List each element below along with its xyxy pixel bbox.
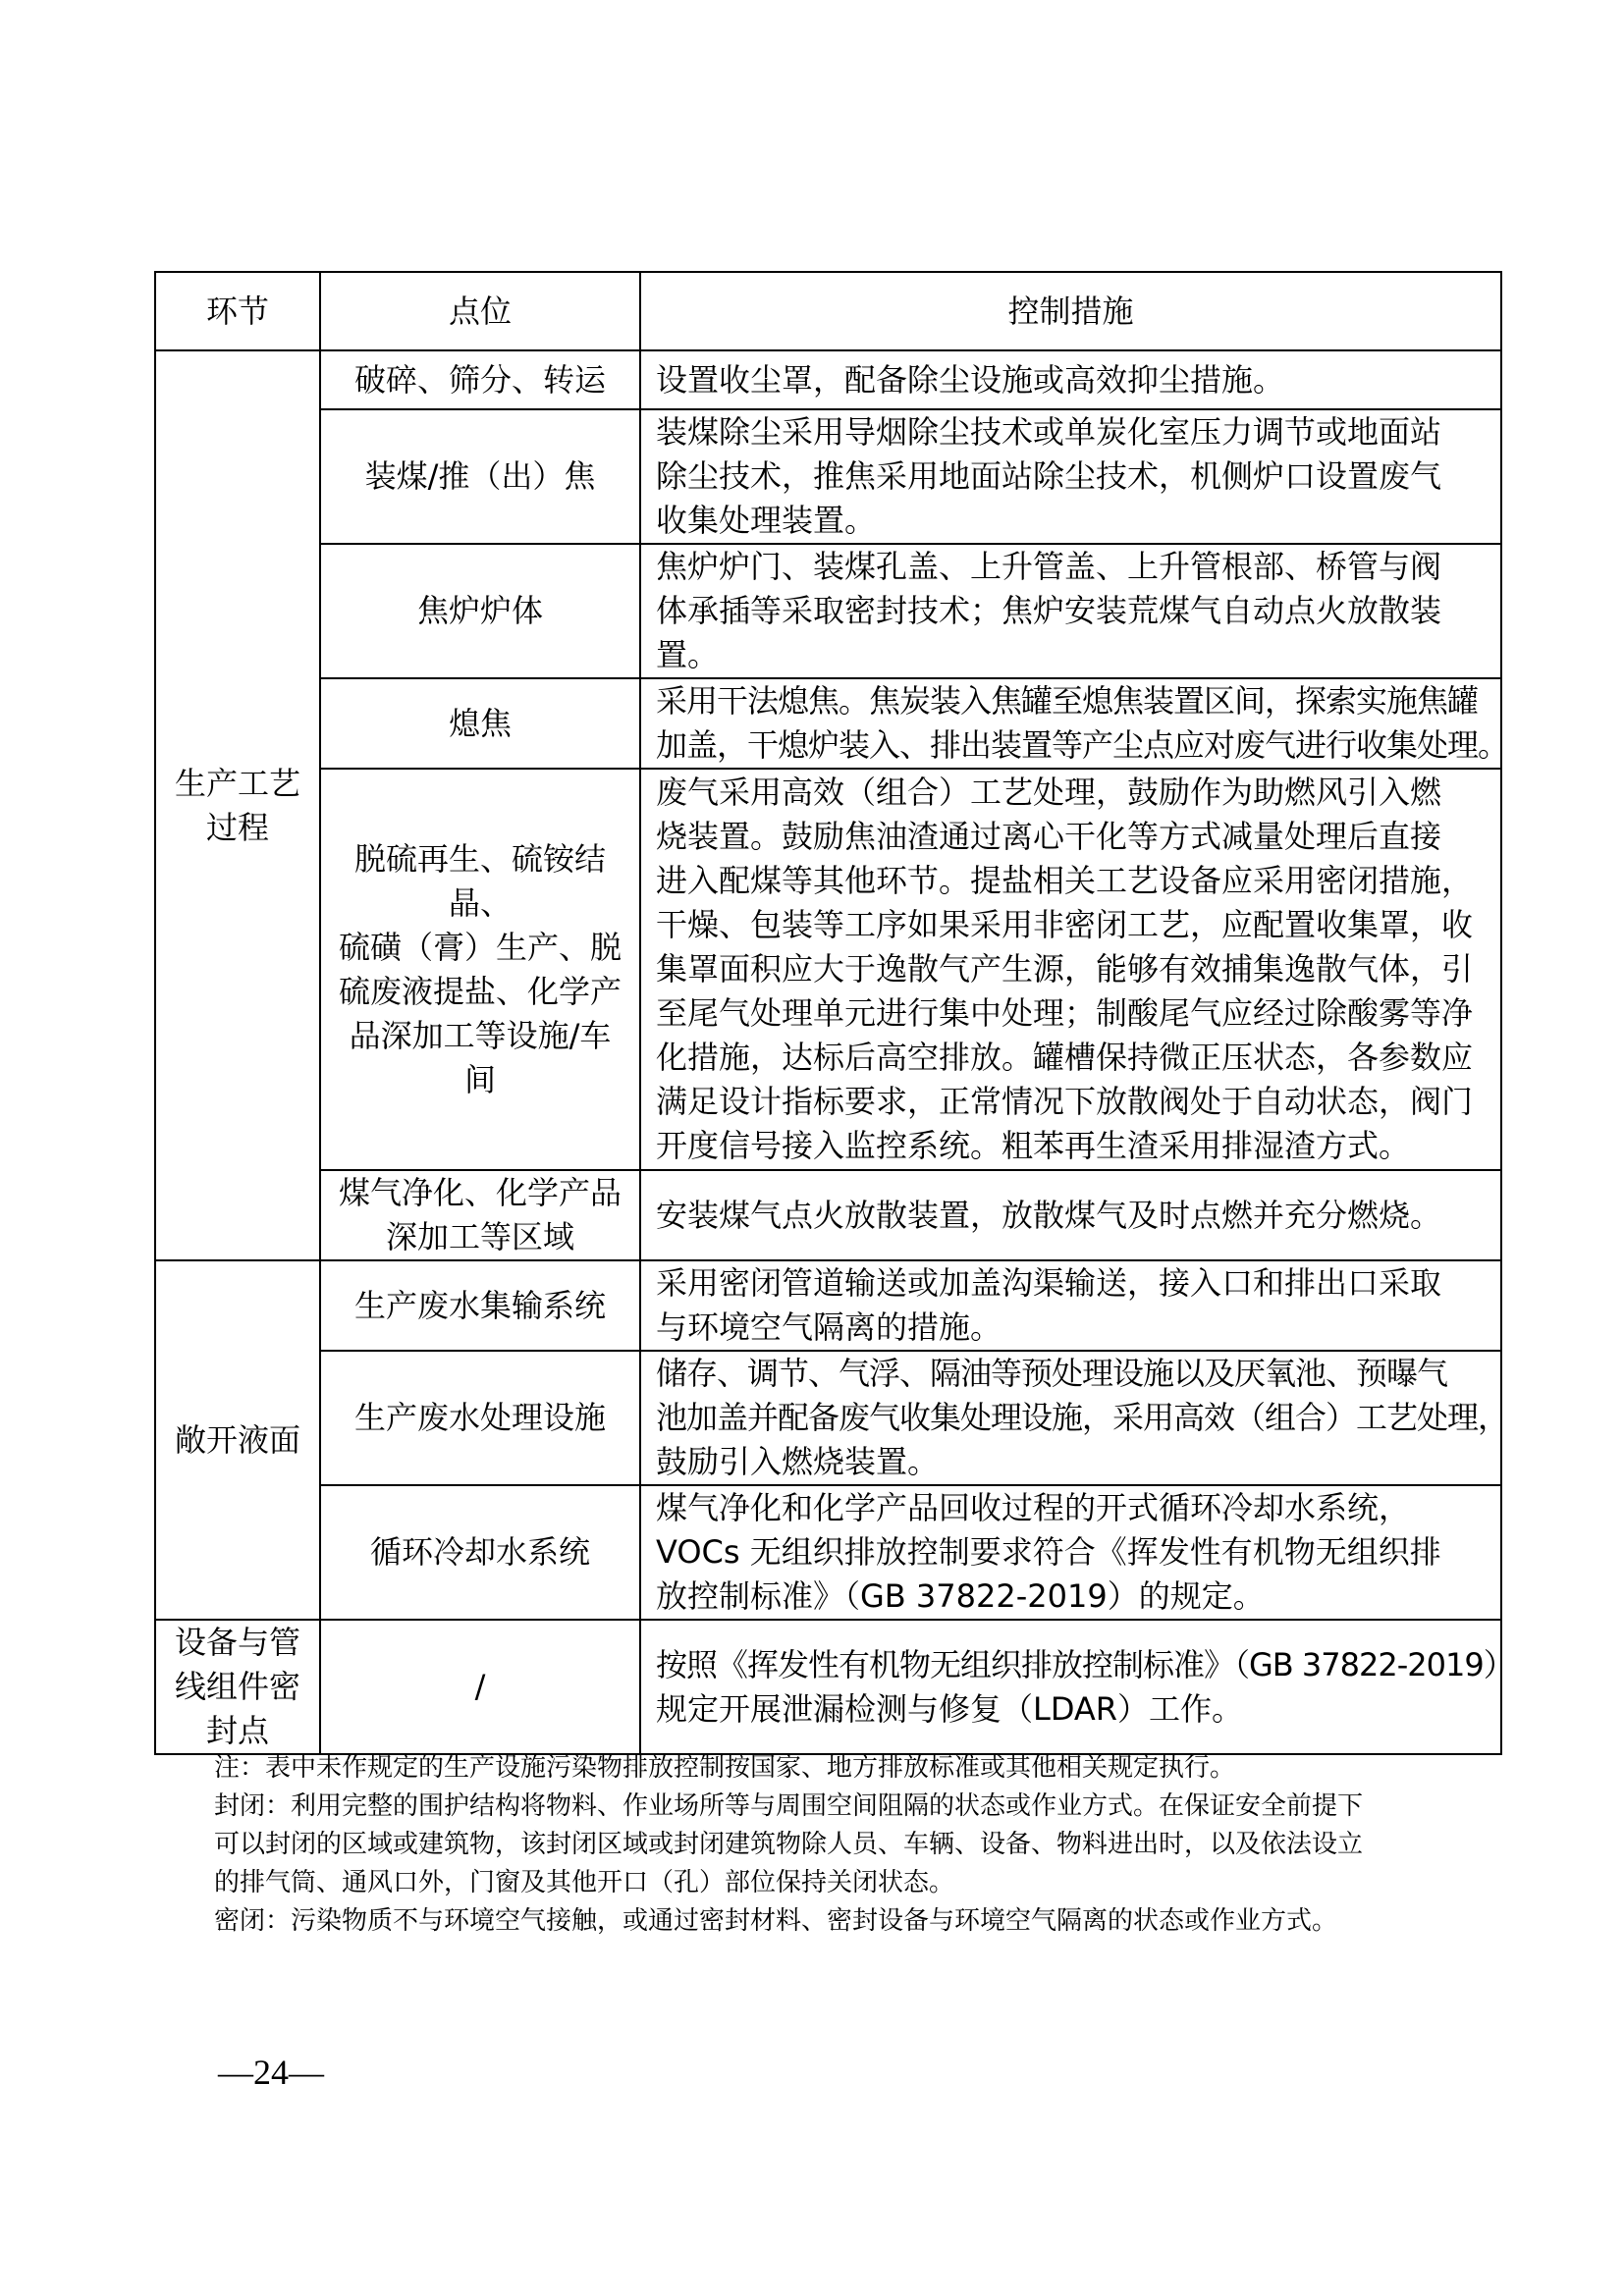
point-line: 品深加工等设施/车 xyxy=(349,1016,612,1054)
table-row xyxy=(155,1260,1501,1351)
measure-cell xyxy=(640,769,1501,1170)
measure-line: 放控制标准》（GB 37822-2019）的规定。 xyxy=(656,1577,1265,1615)
header-measure: 控制措施 xyxy=(640,272,1501,350)
point-line: 间 xyxy=(463,1060,496,1098)
note-line: 注：表中未作规定的生产设施污染物排放控制按国家、地方排放标准或其他相关规定执行。 xyxy=(214,1753,1236,1783)
stage-line: 设备与管 xyxy=(174,1624,300,1661)
point-cell xyxy=(320,409,640,544)
measure-line: 装煤除尘采用导烟除尘技术或单炭化室压力调节或地面站 xyxy=(656,413,1442,451)
point-line: 熄焦 xyxy=(448,704,512,742)
point-line: 循环冷却水系统 xyxy=(369,1533,590,1571)
measure-cell xyxy=(640,409,1501,544)
point-cell xyxy=(320,350,640,409)
header-stage: 环节 xyxy=(155,272,320,350)
measure-line: 体承插等采取密封技术；焦炉安装荒煤气自动点火放散装 xyxy=(656,592,1442,629)
measure-cell xyxy=(640,678,1509,769)
measure-line: 化措施，达标后高空排放。罐槽保持微正压状态，各参数应 xyxy=(656,1039,1474,1076)
point-cell xyxy=(320,1260,640,1351)
measure-line: 安装煤气点火放散装置，放散煤气及时点燃并充分燃烧。 xyxy=(656,1196,1442,1234)
point-line: 焦炉炉体 xyxy=(416,592,543,629)
point-cell xyxy=(320,544,640,678)
stage-cell xyxy=(155,1260,320,1620)
measure-line: 储存、调节、气浮、隔油等预处理设施以及厌氧池、预曝气 xyxy=(656,1355,1448,1392)
point-line: 煤气净化、化学产品 xyxy=(338,1174,622,1211)
table-row xyxy=(155,1170,1501,1260)
measure-cell xyxy=(640,544,1501,678)
stage-cell xyxy=(155,1620,320,1754)
stage-line: 生产工艺 xyxy=(174,764,300,802)
note-line: 封闭：利用完整的围护结构将物料、作业场所等与周围空间阻隔的状态或作业方式。在保证安全前提下 xyxy=(214,1791,1364,1821)
control-measures-table xyxy=(154,271,1514,1755)
point-line: 硫废液提盐、化学产 xyxy=(338,972,622,1010)
measure-line: 焦炉炉门、装煤孔盖、上升管盖、上升管根部、桥管与阀 xyxy=(656,548,1442,585)
point-line: 脱硫再生、硫铵结晶、 xyxy=(353,839,606,922)
stage-line: 过程 xyxy=(205,808,269,846)
measure-line: VOCs 无组织排放控制要求符合《挥发性有机物无组织排 xyxy=(656,1533,1441,1571)
measure-line: 烧装置。鼓励焦油渣通过离心干化等方式减量处理后直接 xyxy=(656,818,1442,855)
measure-line: 集罩面积应大于逸散气产生源，能够有效捕集逸散气体，引 xyxy=(656,950,1474,988)
measure-line: 废气采用高效（组合）工艺处理，鼓励作为助燃风引入燃 xyxy=(656,774,1442,811)
point-line: 生产废水集输系统 xyxy=(353,1286,606,1324)
point-cell xyxy=(320,769,640,1170)
measure-line: 开度信号接入监控系统。粗苯再生渣采用排湿渣方式。 xyxy=(656,1127,1411,1164)
measure-line: 收集处理装置。 xyxy=(656,502,877,539)
point-cell xyxy=(320,1170,640,1260)
table-row xyxy=(155,1485,1501,1620)
measure-line: 设置收尘罩，配备除尘设施或高效抑尘措施。 xyxy=(656,360,1285,399)
table-row xyxy=(155,678,1501,769)
stage-line: 敞开液面 xyxy=(174,1420,300,1459)
table-row xyxy=(155,409,1501,544)
point-cell xyxy=(320,678,640,769)
stage-line: 封点 xyxy=(205,1712,269,1749)
measure-line: 与环境空气隔离的措施。 xyxy=(656,1308,1002,1346)
measure-cell xyxy=(640,1170,1501,1260)
measure-cell xyxy=(640,1620,1514,1754)
point-line: 生产废水处理设施 xyxy=(353,1399,606,1436)
measure-line: 进入配煤等其他环节。提盐相关工艺设备应采用密闭措施， xyxy=(656,862,1474,899)
measure-line: 按照《挥发性有机物无组织排放控制标准》（GB 37822-2019） xyxy=(656,1645,1514,1683)
measure-line: 鼓励引入燃烧装置。 xyxy=(656,1443,940,1480)
measure-line: 采用干法熄焦。焦炭装入焦罐至熄焦装置区间，探索实施焦罐 xyxy=(656,682,1479,720)
point-line: / xyxy=(474,1668,486,1705)
measure-cell xyxy=(640,350,1501,409)
table-row xyxy=(155,769,1501,1170)
point-cell xyxy=(320,1620,640,1754)
measure-line: 规定开展泄漏检测与修复（LDAR）工作。 xyxy=(656,1689,1244,1728)
measure-cell xyxy=(640,1260,1501,1351)
note-line: 的排气筒、通风口外，门窗及其他开口（孔）部位保持关闭状态。 xyxy=(214,1868,955,1897)
point-line: 破碎、筛分、转运 xyxy=(353,360,606,399)
point-line: 硫磺（膏）生产、脱 xyxy=(338,928,622,966)
measure-line: 煤气净化和化学产品回收过程的开式循环冷却水系统， xyxy=(656,1489,1411,1526)
measure-line: 至尾气处理单元进行集中处理；制酸尾气应经过除酸雾等净 xyxy=(656,994,1474,1032)
table-row xyxy=(155,350,1501,409)
measure-line: 满足设计指标要求，正常情况下放散阀处于自动状态，阀门 xyxy=(656,1083,1474,1120)
page-number: —24— xyxy=(218,2053,324,2092)
table-header-row xyxy=(155,272,1501,350)
note-line: 可以封闭的区域或建筑物，该封闭区域或封闭建筑物除人员、车辆、设备、物料进出时，以及依法设立 xyxy=(214,1830,1364,1859)
measure-line: 置。 xyxy=(656,636,720,673)
point-line: 装煤/推（出）焦 xyxy=(364,457,596,495)
point-line: 深加工等区域 xyxy=(385,1218,574,1255)
point-cell xyxy=(320,1485,640,1620)
table-row xyxy=(155,1620,1501,1754)
stage-cell xyxy=(155,350,320,1260)
measure-line: 加盖，干熄炉装入、排出装置等产尘点应对废气进行收集处理。 xyxy=(656,726,1509,764)
measure-line: 干燥、包装等工序如果采用非密闭工艺，应配置收集罩，收 xyxy=(656,906,1474,943)
measure-line: 池加盖并配备废气收集处理设施，采用高效（组合）工艺处理， xyxy=(656,1399,1509,1436)
table-row xyxy=(155,544,1501,678)
table-notes xyxy=(214,1749,1432,1941)
measure-line: 除尘技术，推焦采用地面站除尘技术，机侧炉口设置废气 xyxy=(656,457,1442,495)
measure-cell xyxy=(640,1485,1501,1620)
header-point: 点位 xyxy=(320,272,640,350)
table-row xyxy=(155,1351,1501,1485)
stage-line: 线组件密 xyxy=(174,1668,300,1705)
point-cell xyxy=(320,1351,640,1485)
measure-line: 采用密闭管道输送或加盖沟渠输送，接入口和排出口采取 xyxy=(656,1264,1442,1302)
measure-cell xyxy=(640,1351,1509,1485)
note-line: 密闭：污染物质不与环境空气接触，或通过密封材料、密封设备与环境空气隔离的状态或作业方式。 xyxy=(214,1906,1338,1936)
